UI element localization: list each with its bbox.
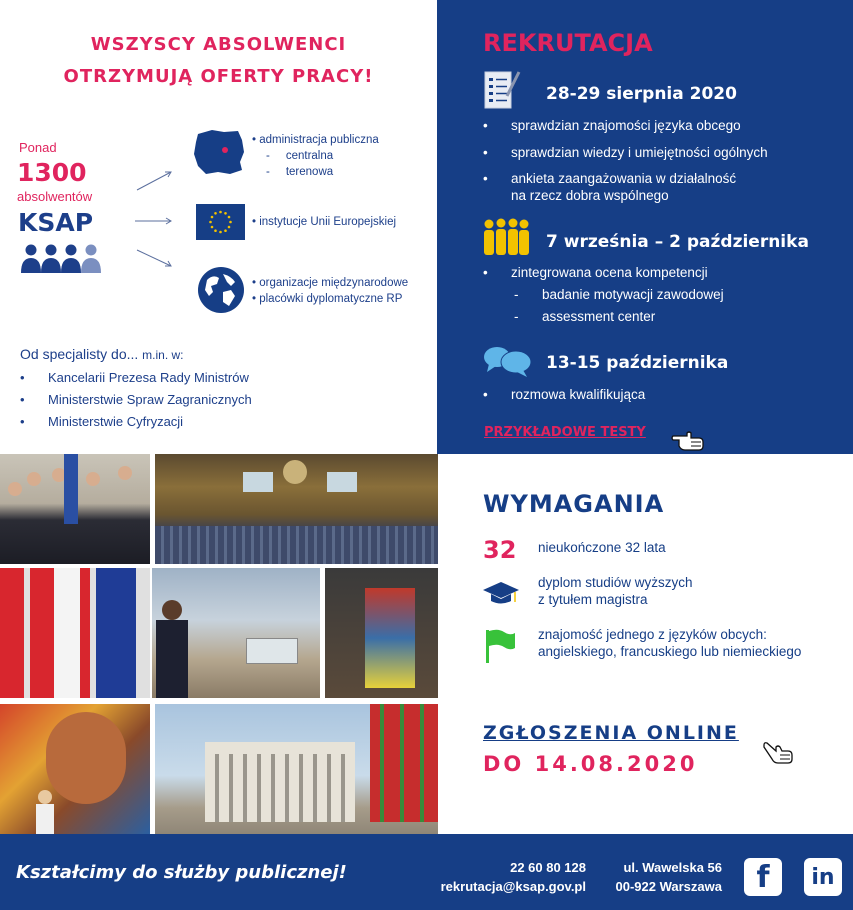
bullet: • bbox=[252, 134, 260, 146]
stage1-item bbox=[483, 117, 741, 134]
ksap-label: KSAP bbox=[18, 208, 94, 237]
dest-intl bbox=[252, 275, 408, 307]
dash: - bbox=[266, 166, 270, 178]
eu-flag-icon bbox=[196, 204, 245, 240]
bullet: • bbox=[483, 171, 488, 186]
stage2-sub-label: assessment center bbox=[542, 309, 656, 324]
stage1-item bbox=[483, 144, 768, 161]
dest-intl-diplomatic: placówki dyplomatyczne RP bbox=[259, 293, 403, 305]
checklist-icon bbox=[483, 68, 523, 112]
graduates-group-photo bbox=[0, 454, 150, 564]
pointing-hand-icon[interactable] bbox=[671, 428, 705, 452]
headline-line-2: OTRZYMUJĄ OFERTY PRACY! bbox=[63, 66, 374, 87]
dash: - bbox=[266, 150, 270, 162]
bullet: • bbox=[252, 277, 260, 289]
stage2-date: 7 września – 2 października bbox=[546, 232, 809, 252]
application-deadline: DO 14.08.2020 bbox=[483, 752, 698, 776]
requirements-panel bbox=[437, 454, 853, 834]
dash: - bbox=[514, 287, 519, 302]
mural-building-photo bbox=[325, 568, 438, 698]
graduates-label: absolwentów bbox=[17, 189, 93, 204]
un-assembly-photo bbox=[155, 454, 438, 564]
language-requirement bbox=[538, 626, 801, 660]
bullet: • bbox=[20, 370, 25, 385]
stage1-date: 28-29 sierpnia 2020 bbox=[546, 84, 737, 104]
address bbox=[590, 858, 722, 896]
dest-eu-label: instytucje Unii Europejskiej bbox=[259, 216, 397, 228]
specialist-title: Od specjalisty do... bbox=[20, 346, 139, 362]
arrow-icon bbox=[135, 168, 175, 268]
email[interactable]: rekrutacja@ksap.gov.pl bbox=[440, 879, 586, 894]
graduate-count: 1300 bbox=[17, 158, 87, 187]
specialist-heading bbox=[20, 346, 184, 362]
dest-eu bbox=[252, 214, 396, 230]
dest-intl-orgs: organizacje międzynarodowe bbox=[259, 277, 409, 289]
specialist-item bbox=[20, 414, 184, 429]
language-line-1: znajomość jednego z języków obcych: bbox=[538, 627, 767, 642]
degree-line-1: dyplom studiów wyższych bbox=[538, 575, 693, 590]
stage1-item-label: ankieta zaangażowania w działalność bbox=[511, 171, 737, 186]
bullet: • bbox=[483, 387, 488, 402]
stage1-item-cont: na rzecz dobra wspólnego bbox=[511, 188, 669, 203]
stage1-item-label: sprawdzian znajomości języka obcego bbox=[511, 118, 741, 133]
stage3-item bbox=[483, 386, 646, 403]
graduates-panel bbox=[0, 0, 437, 454]
stage3-item-label: rozmowa kwalifikująca bbox=[511, 387, 646, 402]
bullet: • bbox=[252, 293, 260, 305]
woman-office-photo bbox=[152, 568, 320, 698]
dest-admin-central: centralna bbox=[285, 150, 334, 162]
pointing-hand-icon[interactable] bbox=[762, 739, 794, 765]
stage3-date: 13-15 października bbox=[546, 353, 729, 373]
recruitment-panel bbox=[437, 0, 853, 454]
flags-photo bbox=[0, 568, 150, 698]
age-requirement: nieukończone 32 lata bbox=[538, 540, 666, 555]
mural-face-photo bbox=[0, 704, 150, 834]
dest-admin-local: terenowa bbox=[285, 166, 334, 178]
people-icon bbox=[482, 218, 530, 256]
specialist-minw: m.in. w: bbox=[142, 348, 184, 362]
stage2-item-label: zintegrowana ocena kompetencji bbox=[511, 265, 708, 280]
address-street: ul. Wawelska 56 bbox=[623, 860, 722, 875]
facebook-icon[interactable]: f bbox=[744, 858, 782, 896]
recruitment-title: REKRUTACJA bbox=[483, 29, 653, 57]
language-line-2: angielskiego, francuskiego lub niemieckiego bbox=[538, 644, 802, 659]
specialist-item-label: Ministerstwie Spraw Zagranicznych bbox=[48, 392, 252, 407]
requirements-title: WYMAGANIA bbox=[483, 490, 665, 518]
palace-photo bbox=[155, 704, 438, 834]
slogan: Kształcimy do służby publicznej! bbox=[16, 862, 347, 883]
bullet: • bbox=[20, 414, 25, 429]
phone[interactable]: 22 60 80 128 bbox=[510, 860, 586, 875]
stage2-sub-label: badanie motywacji zawodowej bbox=[542, 287, 724, 302]
bullet: • bbox=[483, 265, 488, 280]
linkedin-icon[interactable]: in bbox=[804, 858, 842, 896]
graduation-cap-icon bbox=[482, 580, 520, 606]
stage2-item bbox=[483, 264, 708, 281]
bullet: • bbox=[252, 216, 260, 228]
specialist-item-label: Ministerstwie Cyfryzacji bbox=[48, 414, 184, 429]
people-group-icon bbox=[20, 242, 104, 274]
dest-admin-label: administracja publiczna bbox=[259, 134, 379, 146]
online-application-link[interactable]: ZGŁOSZENIA ONLINE bbox=[483, 722, 739, 744]
headline-line-1: WSZYSCY ABSOLWENCI bbox=[90, 34, 347, 55]
footer bbox=[0, 834, 853, 910]
address-city: 00-922 Warszawa bbox=[615, 879, 722, 894]
degree-requirement bbox=[538, 574, 693, 608]
stage2-sub bbox=[514, 286, 724, 303]
bullet: • bbox=[20, 392, 25, 407]
stage1-item-label: sprawdzian wiedzy i umiejętności ogólnych bbox=[511, 145, 768, 160]
globe-icon bbox=[197, 266, 245, 314]
chat-bubbles-icon bbox=[483, 346, 533, 378]
stage1-item bbox=[483, 170, 737, 187]
degree-line-2: z tytułem magistra bbox=[538, 592, 648, 607]
bullet: • bbox=[483, 118, 488, 133]
poland-map-icon bbox=[192, 128, 246, 176]
age-number: 32 bbox=[483, 536, 517, 564]
bullet: • bbox=[483, 145, 488, 160]
stage2-sub bbox=[514, 308, 656, 325]
dash: - bbox=[514, 309, 519, 324]
specialist-item-label: Kancelarii Prezesa Rady Ministrów bbox=[48, 370, 249, 385]
specialist-item bbox=[20, 370, 249, 385]
ponad-label: Ponad bbox=[19, 140, 57, 155]
sample-tests-link[interactable]: PRZYKŁADOWE TESTY bbox=[484, 425, 646, 440]
dest-admin bbox=[252, 132, 432, 180]
flag-icon bbox=[484, 628, 516, 664]
contact-info bbox=[426, 858, 586, 896]
specialist-item bbox=[20, 392, 252, 407]
